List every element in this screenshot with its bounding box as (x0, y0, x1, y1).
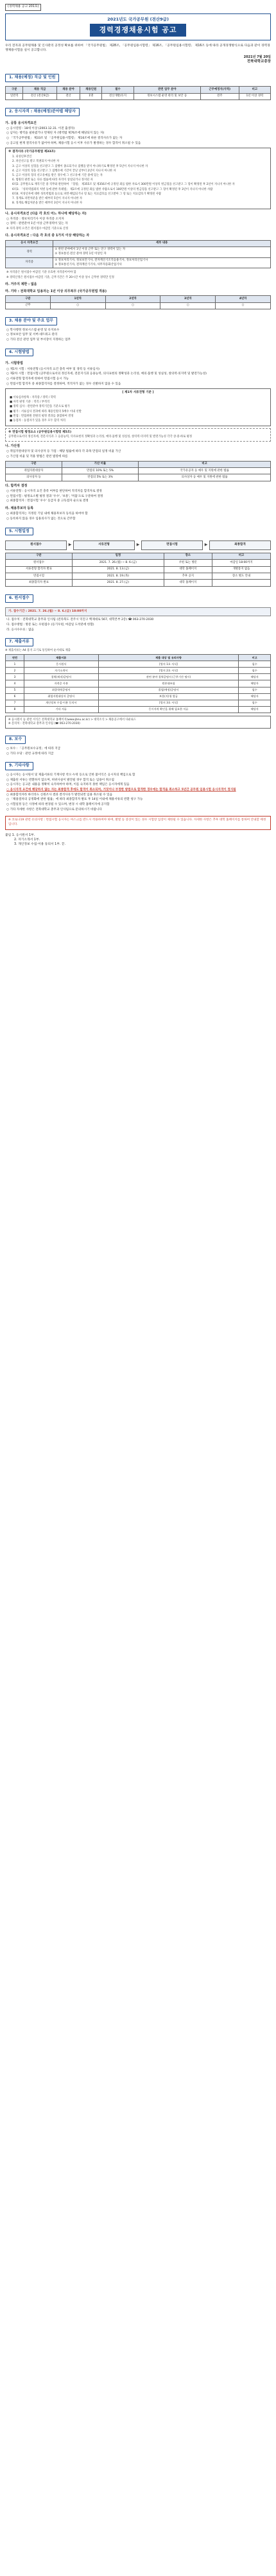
list-item: ○ 보수 : 「공무원보수규정」에 따라 지급 (6, 747, 61, 751)
list-item: ○ 서류전형 : 응시자격 요건 충족 여부를 판단하여 적격자를 합격자로 결정 (6, 490, 102, 494)
table-row (6, 257, 271, 268)
s4-ga-heading: 가. 시험방법 (5, 361, 23, 366)
table-cell: 최종합격자 발표 (6, 580, 73, 586)
table-row (6, 700, 271, 706)
covid-notice-text: ※ 코로나19 관련 유의사항 : 면접시험 응시자는 마스크를 반드시 착용하여야 하며, 발열 등 증상이 있는 경우 시험장 입장이 제한될 수 있습니다. 자세한 사항은 추후 대학 홈페이지를 통하여 안내할 예정입니다. (8, 818, 266, 826)
table-row (6, 674, 271, 680)
table-header: 가산 비율 (62, 461, 138, 467)
table-cell: 5 (6, 687, 24, 693)
list-item: ○ 서류전형 합격자에 한하여 면접시험 응시 가능 (6, 377, 69, 381)
table-cell: 4 (6, 680, 24, 687)
table-header: 비고 (212, 553, 270, 559)
announcement-date: 2021년 7월 20일 (243, 55, 271, 60)
list-item: ※ 자격·경력 요건은 원서접수 마감일 기준으로 산정 (6, 227, 69, 231)
table-row (6, 661, 271, 668)
attachment-item: 붙임 1. 응시원서 1부. (5, 833, 35, 837)
table-cell: 전산 (전산9급) (23, 93, 56, 99)
table-header: 구분 (6, 296, 51, 302)
table-cell: 원본대조필 (98, 680, 239, 687)
table-cell: [별지 1호 서식] (98, 661, 239, 668)
arrow-right-icon: ▶ (204, 542, 208, 548)
table-header: 제출서류 (24, 655, 98, 661)
table-cell: 대학 홈페이지 (164, 580, 212, 586)
table-cell: 1 (6, 661, 24, 668)
list-item: ○ 기타 자세한 사항은 전북대학교 총무과 인사팀으로 문의하시기 바랍니다 (6, 808, 102, 811)
list-item: ○ 시험일정 등은 사정에 따라 변경될 수 있으며, 변경 시 대학 홈페이지에 공지함 (6, 802, 110, 806)
table-cell: 자격증 사본 (24, 680, 98, 687)
table-row (6, 246, 271, 257)
service-table (5, 295, 271, 309)
s2-da-heading: 다. 응시자격요건 : 다음 각 호의 중 1가지 이상 해당하는 자 (5, 234, 90, 238)
s2-na-heading: 나. 응시자격요건 (다음 각 호의 어느 하나에 해당하는 자) (5, 211, 87, 216)
disqualification-box (5, 148, 271, 209)
list-item: 1. 피성년후견인 (12, 155, 32, 159)
list-item: 나. 접수처 : 전북대학교 총무과 인사팀 (전라북도 전주시 덕진구 백제대로 567, 대학본부 2층) ☎ 063-270-2030 (6, 618, 154, 622)
table-row (6, 668, 271, 674)
table-cell: 자기소개서 (24, 668, 98, 674)
table-row (6, 693, 271, 700)
table-cell: 대학 홈페이지 (164, 566, 212, 573)
table-header: 연번 (6, 655, 24, 661)
section-1-heading: 1. 채용(예정) 직급 및 인원 (5, 74, 59, 82)
table-header: 근무예정지(지역) (200, 87, 239, 93)
table-cell (212, 580, 270, 586)
list-item: 6. 법원의 판결 또는 다른 법률에 따라 자격이 상실되거나 정지된 자 (12, 178, 93, 182)
documents-info-line: ※ 문의처 : 전북대학교 총무과 인사팀 (☎ 063-270-2030) (8, 722, 80, 726)
table-cell: ① 관련 분야에서 1년 이상 근무 또는 연구 경력이 있는 자 ② 정보통신·전산 분야 경력 1년 이상인 자 (53, 246, 271, 257)
table-header: 2년차 (105, 296, 160, 302)
list-item: 6의4. 미성년자에 대한 성폭력범죄 등으로 파면·해임되거나 형 또는 치료감호를 선고받아 그 형 또는 치료감호가 확정된 사람 (12, 192, 162, 196)
table-cell: [별지 3호 서식] (98, 700, 239, 706)
table-cell: 응시자격 확인을 위해 필요한 서류 (98, 706, 239, 713)
list-item: 라. 응시수수료 : 없음 (6, 628, 34, 632)
table-cell: 8 (6, 706, 24, 713)
s2-ga-heading: 가. 공통 응시자격요건 (5, 121, 37, 125)
attachments (5, 834, 271, 847)
covid-notice-box (5, 816, 271, 829)
s2-ra-heading: 라. 거주지 제한 : 없음 (5, 282, 37, 286)
table-cell: 3 (6, 674, 24, 680)
list-item: ○ 가산점 비율 및 적용 방법은 관련 법령에 따름 (6, 455, 68, 459)
list-item: 6의2. 공무원으로 재직기간 중 직무와 관련하여 「형법」 제355조 및 제356조에 규정된 죄를 범한 자로서 300만원 이상의 벌금형을 선고받고 그 형이 확정된 후 2년이 지나지 아니한 자 (12, 183, 235, 187)
table-cell: 해당자 (239, 674, 271, 680)
table-header: 구분 (6, 461, 62, 467)
schedule-flow (5, 540, 271, 550)
table-header: 채용 분야 (56, 87, 80, 93)
list-item: ○ 최종합격자 : 면접시험 '우수' 등급자 중 고득점자 순으로 결정 (6, 499, 89, 503)
table-cell: 만점의 5% 또는 3% (62, 474, 138, 481)
table-cell: 1명 (80, 93, 102, 99)
table-cell: 만점의 10% 또는 5% (62, 468, 138, 474)
table-header: 채용인원 (80, 87, 102, 93)
table-header: 채용 직급 (23, 87, 56, 93)
table-cell: 서류전형 합격자 발표 (6, 566, 73, 573)
table-row (6, 560, 271, 566)
list-item: ○ 「채용절차의 공정화에 관한 법률」에 따라 최종합격자 발표 후 14일 이내에 채용서류의 반환 청구 가능 (6, 798, 143, 802)
table-row (6, 93, 271, 99)
table-cell: 필수 (239, 661, 271, 668)
table-header: 비고 (139, 461, 271, 467)
section-3-heading: 3. 채용 분야 및 주요 업무 (5, 317, 57, 325)
list-item-warning: ○ 응시자격 요건에 해당하지 않는 자는 최종합격 후에도 합격이 취소되며, 거짓이나 부정한 방법으로 합격한 경우에는 합격을 취소하고 5년간 공무원 임용시험 응시자격이 정지됨 (6, 788, 236, 791)
attachment-item: 3. 개인정보 수집·이용 동의서 1부. 끝. (14, 842, 66, 846)
list-item: ○ 남자는 병역을 필하였거나 면제된 자 (병역법 제76조에 해당되지 않는 자) (6, 132, 105, 135)
attachment-item: 2. 자기소개서 1부. (14, 838, 40, 842)
section-9-heading: 9. 기타사항 (5, 762, 33, 770)
list-item: ○ 응시연령 : 18세 이상 (2003.12.31. 이전 출생자) (6, 126, 75, 130)
table-header: 장소 (164, 553, 212, 559)
table-cell: 해당자 (239, 693, 271, 700)
list-item: ○ 기타 수당 : 관련 규정에 따라 지급 (6, 752, 54, 756)
table-row (6, 474, 271, 481)
table-header: 3년차 (160, 296, 216, 302)
table-row (6, 687, 271, 693)
table-header: 일정 (72, 553, 164, 559)
documents-table (5, 654, 271, 713)
list-item: ○ 학사행정 정보시스템 운영 및 유지보수 (6, 328, 60, 332)
table-cell: 1년 이상 경력 (239, 93, 270, 99)
table-header: 관련 업무 분야 (134, 87, 200, 93)
documents-info-box (5, 716, 271, 729)
table-cell: 해당자 (239, 706, 271, 713)
s2-ma-heading: 마. 기타 : 전북대학교 임용자는 1년 이상 의무복무 (국가공무원법 적용) (5, 290, 107, 294)
table-header: 구분 (6, 553, 73, 559)
section-6-heading: 6. 원서접수 (5, 594, 33, 603)
table-cell: 의사상자 등 (6, 474, 62, 481)
list-item: ○ 경력 : 관련분야 1년 이상 근무경력이 있는 자 (6, 222, 68, 226)
s4-ra-heading: 라. 채용후보자 등록 (5, 506, 34, 511)
list-item: ■ 경력 심사 : 관련분야 경력기간을 기준으로 평가 (10, 405, 70, 409)
list-item: ○ 등록하지 않을 경우 임용의사가 없는 것으로 간주함 (6, 517, 76, 521)
list-item: 다. 접수방법 : 방문 또는 우편접수 (등기우편, 마감일 도착분에 한함) (6, 623, 94, 627)
table-cell: 자격증 (6, 257, 53, 268)
table-cell: ○ (216, 302, 271, 309)
announcement-number-tag: (경력채용 공고 201호) (5, 4, 41, 11)
table-cell: 7 (6, 700, 24, 706)
list-item: 7. 징계로 파면처분을 받은 때부터 5년이 지나지 아니한 자 (12, 197, 83, 201)
section-4-heading: 4. 시험방법 (5, 349, 33, 357)
screening-box-title: [ 제1차 서류전형 기준 ] (122, 391, 154, 395)
section-2-heading: 2. 응시자격 : 채용(예정)분야별 해당자 (5, 108, 80, 116)
table-cell: 의사상자 등 예우 및 지원에 관한 법률 (139, 474, 271, 481)
list-item: ■ 자격 판정 기준 : 적격 / 부적격 (10, 401, 50, 404)
list-item: ○ 최종합격자라 하더라도 신원조사 결과 결격사유가 발견되면 임용 취소될 수 있음 (6, 793, 113, 797)
banner-title: 경력경쟁채용시험 공고 (90, 24, 185, 37)
list-item: ■ 면접 : 면접위원 전원의 평정 결과를 종합하여 결정 (10, 414, 74, 418)
table-cell: 경력 (6, 246, 53, 257)
disqualification-heading: ※ 결격사유 (국가공무원법 제33조) (8, 150, 56, 154)
interview-criteria-box (5, 428, 271, 442)
list-item: 8. 징계로 해임처분을 받은 때부터 3년이 지나지 아니한 자 (12, 202, 83, 205)
table-cell: ○ (50, 302, 105, 309)
table-cell: 추후 공지 (164, 573, 212, 580)
arrow-right-icon: ▶ (68, 542, 72, 548)
table-header: 제출 대상 및 유의사항 (98, 655, 239, 661)
table-cell: 필수 (239, 668, 271, 674)
list-item: ○ 정보보안 업무 및 서버·네트워크 관리 (6, 333, 58, 337)
table-cell: 보훈(지)청 발급 (98, 693, 239, 700)
list-item: ○ 자격증 : 정보처리기사 이상 자격증 소지자 (6, 217, 64, 221)
s4-na-heading: 나. 가산점 (5, 444, 20, 449)
table-cell: 6 (6, 693, 24, 700)
list-item: ○ 제출된 서류는 반환하지 않으며, 허위사실이 발견될 경우 합격 또는 임용이 취소됨 (6, 778, 114, 782)
table-cell: 면접시험 (6, 573, 73, 580)
table-header: 필수 (102, 87, 134, 93)
section-7-heading: 7. 제출서류 (5, 638, 33, 646)
list-item: ○ 응시자는 응시원서 및 제출서류의 기재사항 착오·누락 등으로 인한 불이익은 응시자의 책임으로 함 (6, 774, 135, 777)
table-cell: 2021. 8. 13.(금) (72, 566, 164, 573)
list-item: 4. 금고 이상의 형을 선고받고 그 집행유예 기간이 끝난 날부터 2년이 지나지 아니한 자 (12, 169, 116, 173)
list-item: ○ 면접시험 합격자 중 최종합격자를 결정하며, 적격자가 없는 경우 선발하지 않을 수 있음 (6, 382, 121, 386)
table-cell: 취업지원대상자 증명서 (24, 693, 98, 700)
table-header: 4년차 (216, 296, 271, 302)
table-cell: 필수 (239, 700, 271, 706)
application-period-box (5, 607, 271, 617)
interview-box-text: 공무원으로서의 정신자세, 전문지식과 그 응용능력, 의사표현의 정확성과 논리성, 예의·품행 및 성실성, 창의력·의지력 및 발전가능성 각각 상·중·하로 평정 (8, 435, 192, 438)
table-cell: 관련 분야 경력증명서 (근무기간 명시) (98, 674, 239, 680)
table-cell: 해당자 (239, 680, 271, 687)
table-cell: 일반직 (6, 93, 23, 99)
list-item: ■ 평가 : 서류심사 결과에 따라 채용인원의 5배수 이내 선발 (10, 410, 82, 413)
table-cell: 개별통지 없음 (212, 566, 270, 573)
list-item: ○ 면접시험 : 평정요소별 평정 결과 '우수', '보통', '미흡'으로 구분하여 결정 (6, 494, 103, 498)
table-row (6, 468, 271, 474)
table-cell: 최종학력증명서 (24, 687, 98, 693)
list-item: ※ 경력산정은 원서접수 마감일 기준, 근무기간은 주 20시간 이상 상시 근무한 경력만 인정 (6, 275, 114, 279)
arrow-right-icon: ▶ (136, 542, 140, 548)
bonus-points-table (5, 461, 271, 481)
table-cell: 국가유공자 등 예우 및 지원에 관한 법률 (139, 468, 271, 474)
list-item: ○ 공고일 현재 결격사유가 없어야 하며, 채용시험 응시 이후 사유가 발생하는 경우 합격이 취소될 수 있음 (6, 141, 141, 145)
list-item: 2. 파산선고를 받고 복권되지 아니한 자 (12, 160, 60, 164)
list-item: ○ 기타 전산 관련 업무 및 부서장이 지정하는 업무 (6, 338, 71, 342)
table-cell: 전산 (56, 93, 80, 99)
table-header: 비고 (239, 655, 271, 661)
list-item: 3. 금고 이상의 실형을 선고받고 그 집행이 종료되거나 집행을 받지 아니하기로 확정된 후 5년이 지나지 아니한 자 (12, 164, 148, 168)
s4-da-heading: 다. 합격자 결정 (5, 483, 28, 488)
table-cell: 개인정보 수집·이용 동의서 (24, 700, 98, 706)
table-cell: [별지 2호 서식] (98, 668, 239, 674)
table-cell: 졸업(예정)증명서 (98, 687, 239, 693)
flow-step: 최종합격 (209, 540, 271, 550)
table-row (6, 706, 271, 713)
table-row (6, 580, 271, 586)
list-item: ○ 응시자는 공고문 내용을 정확히 숙지하여야 하며, 이를 숙지하지 못한 책임은 응시자에게 있음 (6, 783, 130, 787)
table-header: 구분 (6, 87, 23, 93)
list-item: ■ 동점자 : 동점자가 있을 경우 모두 합격 처리 (10, 419, 65, 423)
section-5-heading: 5. 시험일정 (5, 528, 33, 536)
list-item: ○ 취업지원대상자 및 의사상자 등 가점 : 해당 법률에 따라 각 과목 만점의 일정 비율 가산 (6, 450, 121, 454)
table-cell: 2 (6, 668, 24, 674)
list-item: ○ 제1차 시험 : 서류전형 (응시자격 요건 충족 여부 및 경력 등 서류심사) (6, 367, 99, 371)
table-cell: ○ (105, 302, 160, 309)
table-cell: 마감일 18:00까지 (212, 560, 270, 566)
table-header: 응시 자격요건 (6, 240, 53, 246)
schedule-table (5, 553, 271, 587)
section-8-heading: 8. 보수 (5, 736, 26, 744)
announcement-page (0, 0, 276, 853)
application-period: 가. 접수기간 : 2021. 7. 26.(월) ~ 8. 6.(금) 18:00까지 (8, 609, 87, 613)
table-header: 세부 내용 (53, 240, 271, 246)
intro-text: 우리 전자과 공무원채용 및 인사관리 공정성 확보를 위하여 「국가공무원법」 제28조, 「공무원임용시험령」 제16조, 「공무원임용시험령」 제16조 등에 따라 공개경쟁방식으로 다음과 같이 경력경쟁채용시험을 실시 공고합니다. (5, 44, 270, 53)
table-cell: 우편 또는 방문 (164, 560, 212, 566)
table-row (6, 302, 271, 309)
announcing-org: 전북대학교총장 (246, 60, 271, 64)
positions-table (5, 86, 271, 100)
interview-box-title: ※ 면접시험 평정요소 (공무원임용시험령 제5조) (8, 431, 72, 435)
table-cell: 필수 (239, 687, 271, 693)
table-row (6, 573, 271, 580)
table-row (6, 680, 271, 687)
documents-info-line: ※ 응시원서 등 관련 서식은 전북대학교 홈페이지(www.jbnu.ac.kr) > 대학소식 > 채용공고에서 다운로드 (8, 718, 137, 722)
table-cell: 전산개발/유지 (102, 93, 134, 99)
table-cell: 원서접수 (6, 560, 73, 566)
list-item: ○ 최종합격자는 지정된 기일 내에 채용후보자 등록을 하여야 함 (6, 512, 88, 516)
table-header: 비고 (239, 87, 270, 93)
table-header: 1년차 (50, 296, 105, 302)
table-cell: 취업지원대상자 (6, 468, 62, 474)
table-row (6, 566, 271, 573)
table-cell: 2021. 7. 26.(월) ~ 8. 6.(금) (72, 560, 164, 566)
list-item: 5. 금고 이상의 형의 선고유예를 받은 경우에 그 선고유예 기간 중에 있는 자 (12, 173, 103, 177)
table-cell: ① 정보처리기사, 정보보안기사, 전자계산기조직응용기사, 정보처리산업기사 ② 정보통신기사, 전자계산기기사, 사무자동화산업기사 (53, 257, 271, 268)
list-item: 6의3. 「성폭력범죄의 처벌 등에 관한 특례법」 제2조에 규정된 죄를 범한 사람으로서 100만원 이상의 벌금형을 선고받고 그 형이 확정된 후 3년이 지나지 아니한 사람 (12, 187, 213, 191)
list-item: ※ 자격증은 원서접수 마감일 기준 유효한 자격증이어야 함 (6, 271, 76, 275)
documents-note: ※ 제출서류는 A4 용지 크기로 통일하여 순서대로 제출 (5, 648, 71, 652)
table-cell: 경력(재직)증명서 (24, 674, 98, 680)
table-cell: 장소 별도 안내 (212, 573, 270, 580)
flow-step: 면접시험 (141, 540, 203, 550)
banner-subtitle: 2021년도 국가공무원 (전산9급) (107, 16, 169, 22)
list-item: ○ 「국가공무원법」 제33조 및 「공무원임용시험령」 제16조에 따른 결격사유가 없는 자 (6, 137, 123, 141)
table-cell: 정보시스템 운영 관리 및 보안 등 (134, 93, 200, 99)
list-item: ■ 서류심사항목 : 자격증 / 경력 / 학력 (10, 395, 56, 399)
title-banner (5, 13, 271, 40)
table-cell: 2021. 8. 27.(금) (72, 580, 164, 586)
table-cell: 기타 서류 (24, 706, 98, 713)
table-cell: 근무 (6, 302, 51, 309)
flow-step: 원서접수 (5, 540, 67, 550)
table-cell: 2021. 8. 19.(목) (72, 573, 164, 580)
table-cell: ○ (160, 302, 216, 309)
flow-step: 서류전형 (73, 540, 135, 550)
screening-criteria-box (5, 388, 271, 426)
table-cell: 응시원서 (24, 661, 98, 668)
list-item: ○ 제2차 시험 : 면접시험 (공무원으로서의 정신자세, 전문지식과 응용능력, 의사표현의 정확성과 논리성, 예의·품행 및 성실성, 창의력·의지력 및 발전가능성) (6, 372, 207, 376)
table-cell: 전주 (200, 93, 239, 99)
qualification-table (5, 240, 271, 269)
